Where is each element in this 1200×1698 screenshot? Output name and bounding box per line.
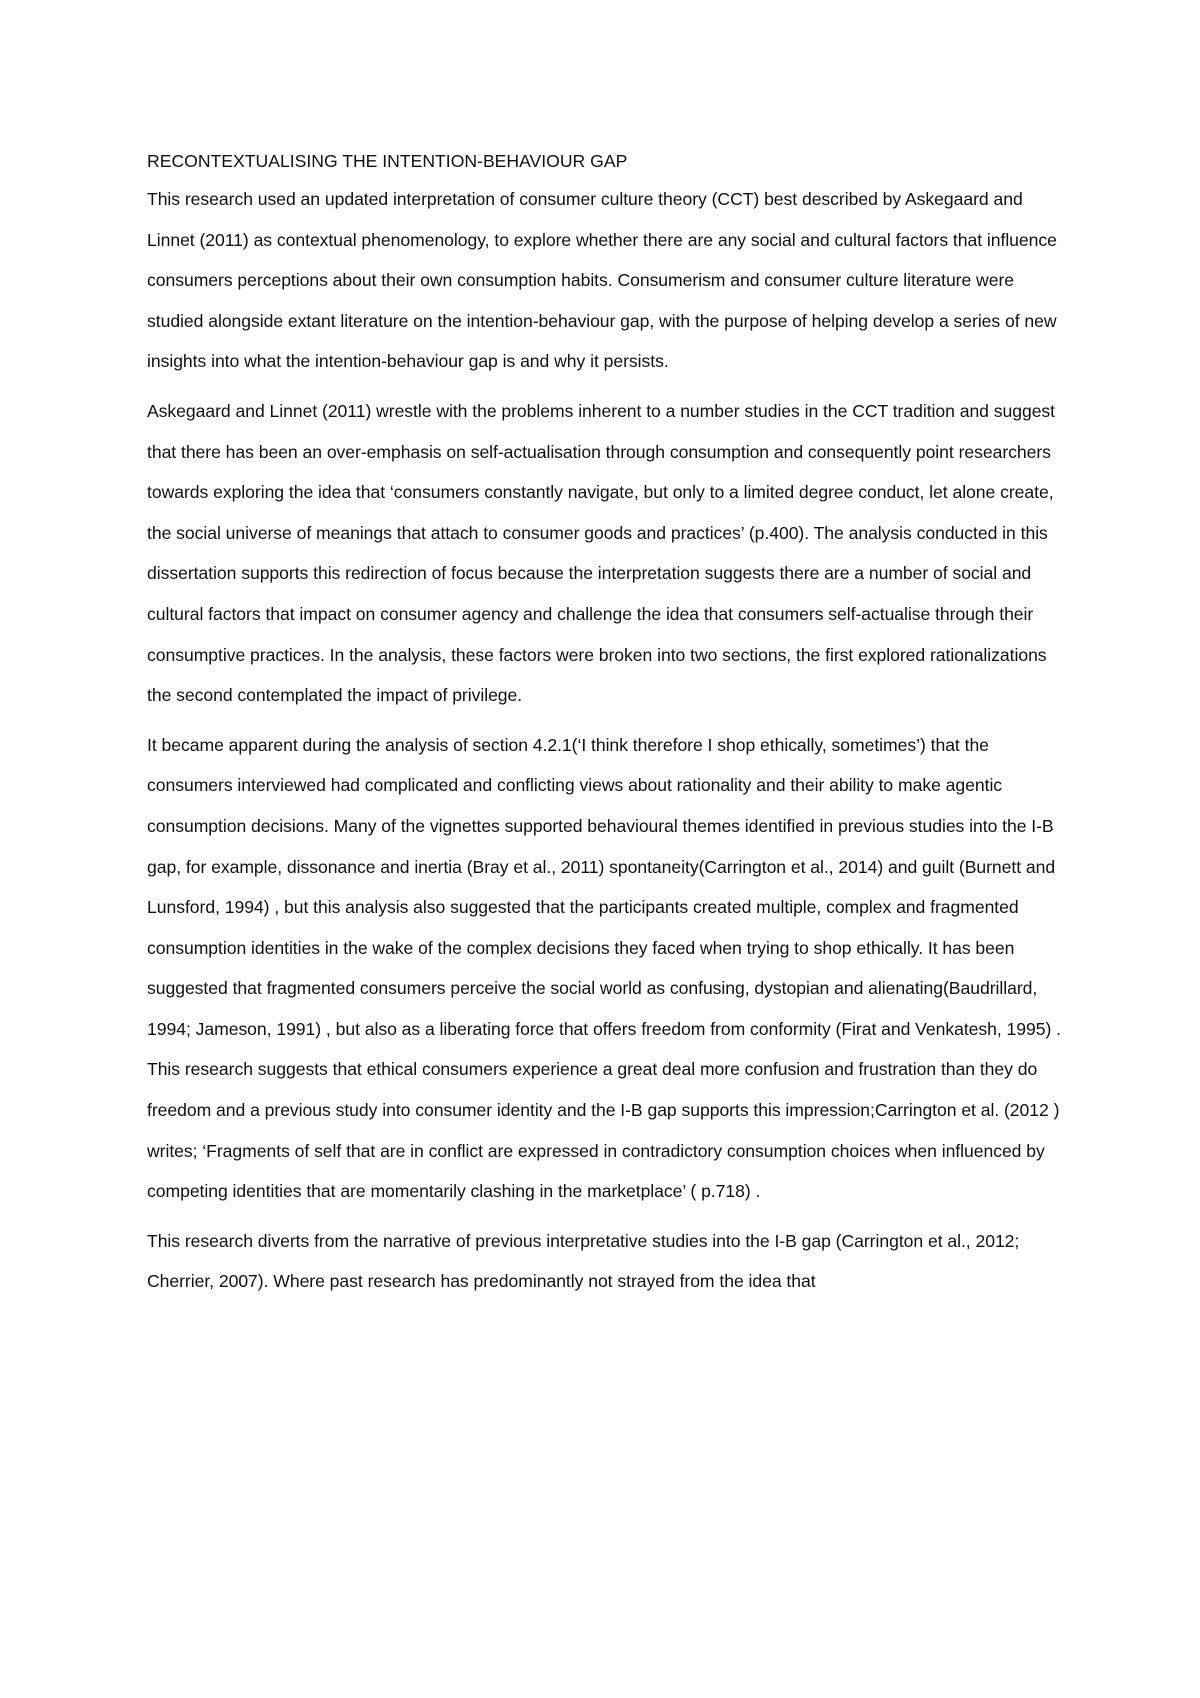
document-title: RECONTEXTUALISING THE INTENTION-BEHAVIOUR GAP (147, 151, 628, 171)
paragraph-1: This research used an updated interpretation of consumer culture theory (CCT) best described by Askegaard and Linnet (2011) as contextual phenomenology, to explore whether there are any social and cultural factors that influence consumers perceptions about their own consumption habits. Consumerism and consumer culture literature were studied alongside extant literature on the intention-behaviour gap, with the purpose of helping develop a series of new insights into what the intention-behaviour gap is and why it persists. (147, 189, 1057, 372)
document-body (147, 152, 1065, 1302)
paragraph-3: It became apparent during the analysis of section 4.2.1(‘I think therefore I shop ethically, sometimes’) that the consumers interviewed had complicated and conflicting views about rationality and their ability to make agentic consumption decisions. Many of the vignettes supported behavioural themes identified in previous studies into the I-B gap, for example, dissonance and inertia (Bray et al., 2011) spontaneity(Carrington et al., 2014) and guilt (Burnett and Lunsford, 1994) , but this analysis also suggested that the participants created multiple, complex and fragmented consumption identities in the wake of the complex decisions they faced when trying to shop ethically. It has been suggested that fragmented consumers perceive the social world as confusing, dystopian and alienating(Baudrillard, 1994; Jameson, 1991) , but also as a liberating force that offers freedom from conformity (Firat and Venkatesh, 1995) . This research suggests that ethical consumers experience a great deal more confusion and frustration than they do freedom and a previous study into consumer identity and the I-B gap supports this impression;Carrington et al. (2012 ) writes; ‘Fragments of self that are in conflict are expressed in contradictory consumption choices when influenced by competing identities that are momentarily clashing in the marketplace’ ( p.718) . (147, 734, 1061, 1202)
paragraph-2: Askegaard and Linnet (2011) wrestle with the problems inherent to a number studies in the CCT tradition and suggest that there has been an over-emphasis on self-actualisation through consumption and consequently point researchers towards exploring the idea that ‘consumers constantly navigate, but only to a limited degree conduct, let alone create, the social universe of meanings that attach to consumer goods and practices’ (p.400). The analysis conducted in this dissertation supports this redirection of focus because the interpretation suggests there are a number of social and cultural factors that impact on consumer agency and challenge the idea that consumers self-actualise through their consumptive practices. In the analysis, these factors were broken into two sections, the first explored rationalizations the second contemplated the impact of privilege. (147, 400, 1056, 706)
paragraph-4: This research diverts from the narrative of previous interpretative studies into the I-B gap (Carrington et al., 2012; Cherrier, 2007). Where past research has predominantly not strayed from the idea that (147, 1230, 1020, 1292)
